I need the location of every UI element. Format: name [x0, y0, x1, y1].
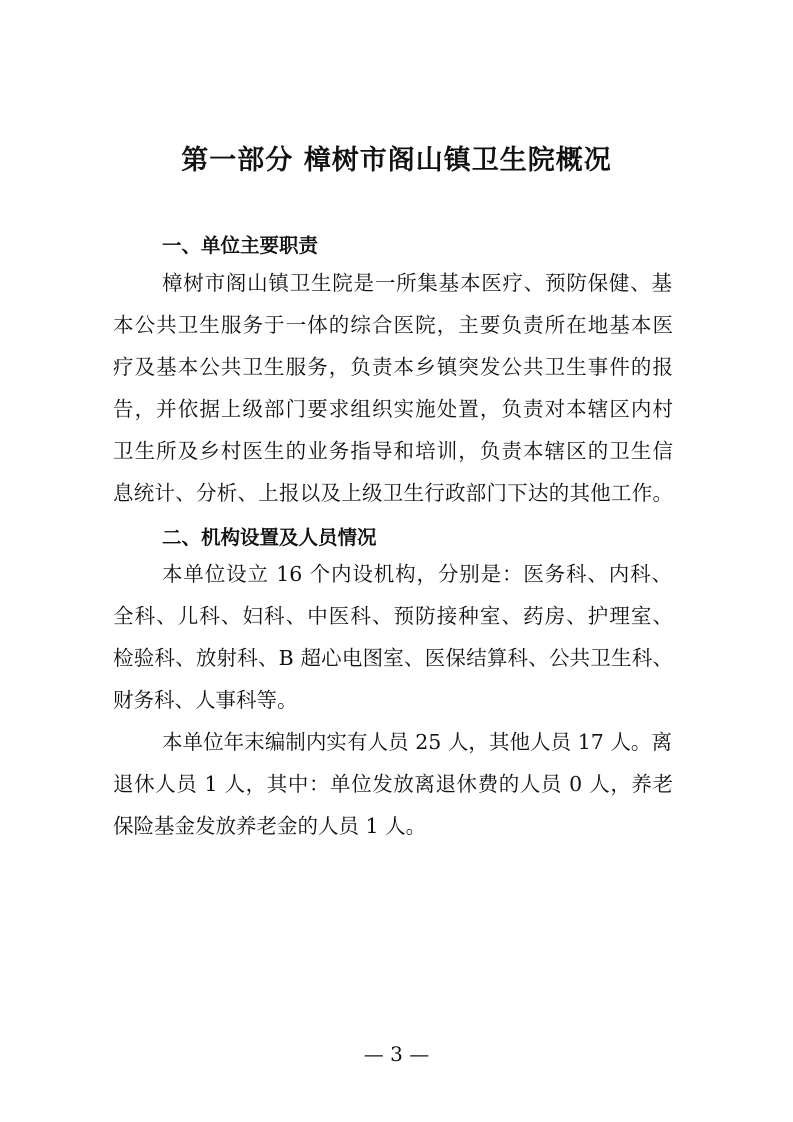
- section-1-line-4: 告，并依据上级部门要求组织实施处置，负责对本辖区内村: [113, 397, 673, 421]
- section-1-heading: 一、单位主要职责: [162, 234, 319, 257]
- page-title: 第一部分 樟树市阁山镇卫生院概况: [181, 145, 612, 176]
- section-2-para-2-line-2: 退休人员 1 人，其中：单位发放离退休费的人员 0 人，养老: [113, 772, 673, 796]
- section-1-line-3: 疗及基本公共卫生服务，负责本乡镇突发公共卫生事件的报: [113, 355, 673, 379]
- section-2-heading: 二、机构设置及人员情况: [162, 526, 377, 549]
- section-2-para-1-line-2: 全科、儿科、妇科、中医科、预防接种室、药房、护理室、: [113, 604, 673, 628]
- page-number: — 3 —: [363, 1042, 430, 1066]
- section-1-line-6: 息统计、分析、上报以及上级卫生行政部门下达的其他工作。: [113, 481, 673, 505]
- section-2-para-1-line-4: 财务科、人事科等。: [113, 688, 298, 712]
- section-2-para-2-line-3: 保险基金发放养老金的人员 1 人。: [113, 814, 427, 838]
- section-2-para-2-line-1: 本单位年末编制内实有人员 25 人，其他人员 17 人。离: [162, 730, 672, 754]
- section-1-line-2: 本公共卫生服务于一体的综合医院，主要负责所在地基本医: [113, 313, 673, 337]
- section-1-line-5: 卫生所及乡村医生的业务指导和培训，负责本辖区的卫生信: [113, 439, 673, 463]
- section-1-line-1: 樟树市阁山镇卫生院是一所集基本医疗、预防保健、基: [162, 271, 672, 295]
- section-2-para-1-line-1: 本单位设立 16 个内设机构，分别是：医务科、内科、: [162, 562, 672, 586]
- section-2-para-1-line-3: 检验科、放射科、B 超心电图室、医保结算科、公共卫生科、: [113, 646, 673, 670]
